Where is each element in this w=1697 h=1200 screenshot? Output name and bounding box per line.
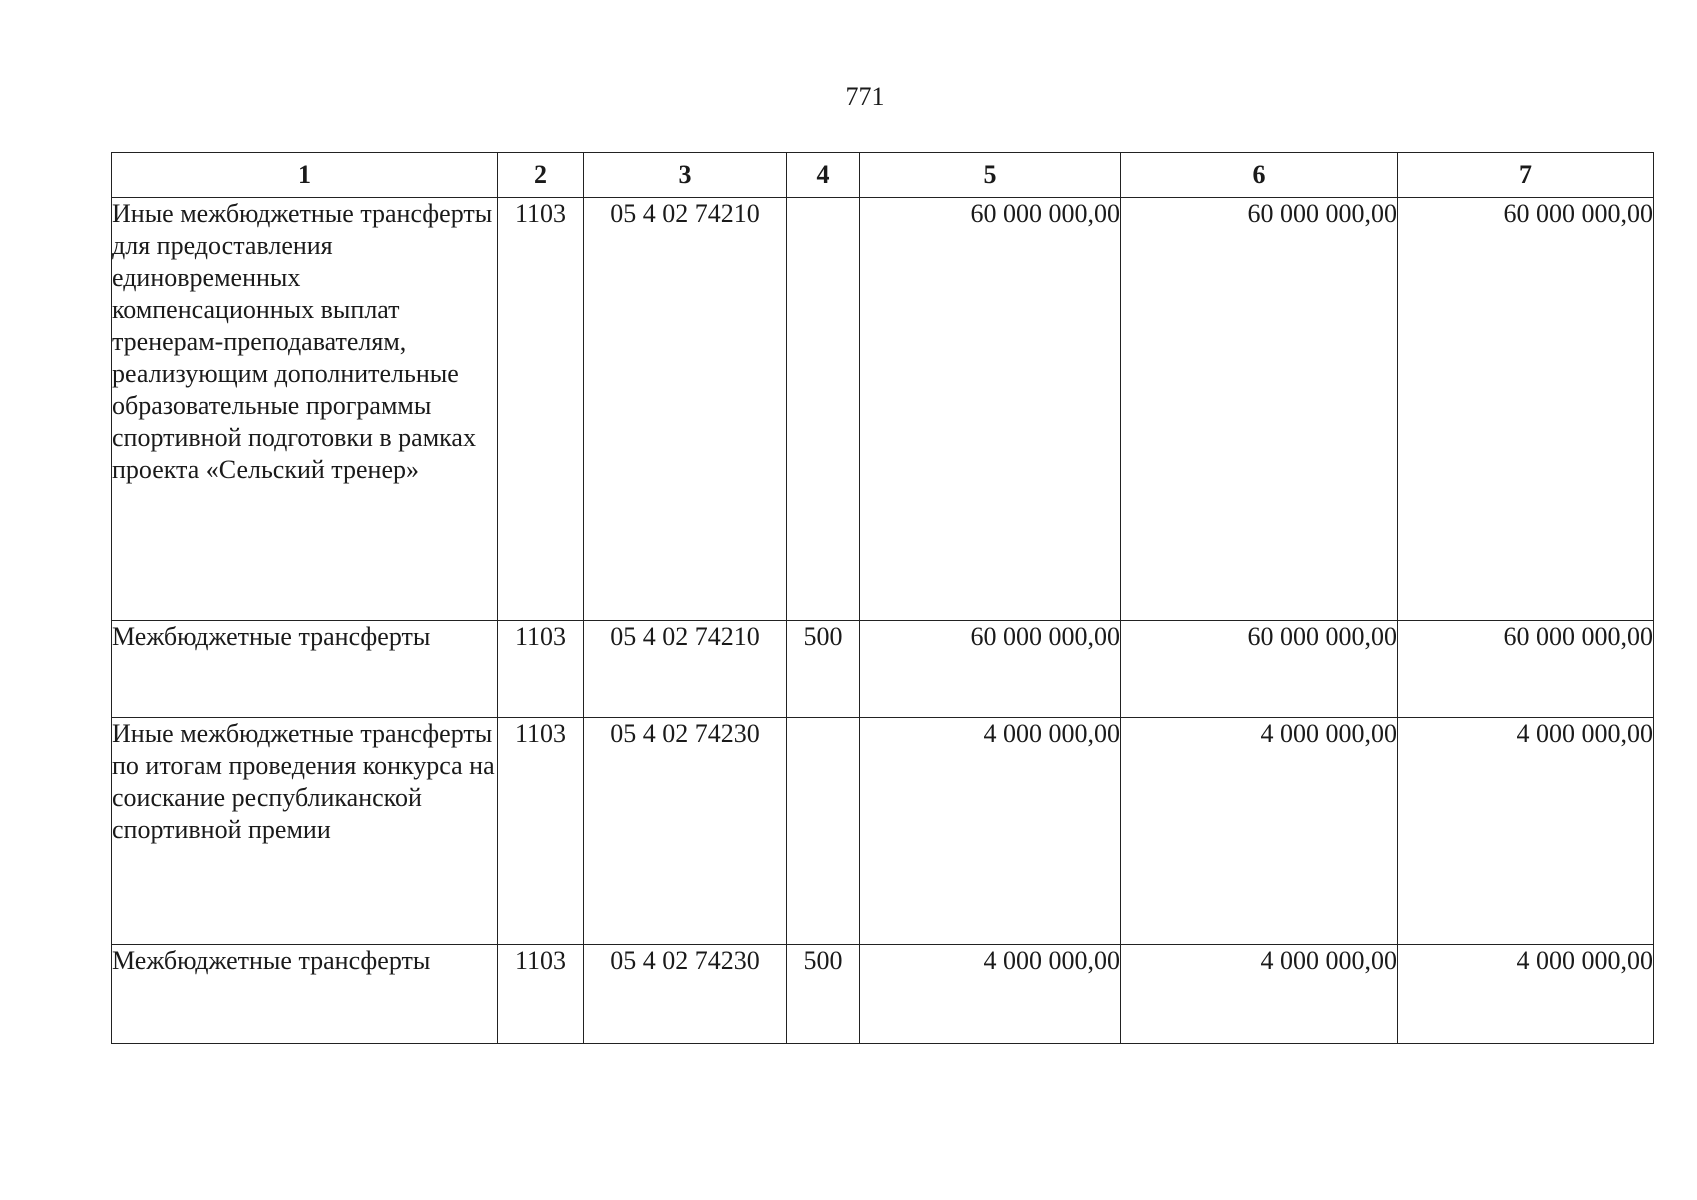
row-sum-3: 60 000 000,00: [1398, 621, 1654, 718]
row-name: Иные межбюджетные трансферты для предоставления единовременных компенсационных выплат тренерам-преподавателям, реализующим дополнительные образовательные программы спортивной подготовки в рамках проекта «Сельский тренер»: [112, 198, 498, 621]
header-col-6: 6: [1121, 153, 1398, 198]
table-row: [112, 718, 1654, 945]
row-sum-1: 60 000 000,00: [860, 198, 1121, 621]
table-header-row: [112, 153, 1654, 198]
row-sum-1: 4 000 000,00: [860, 945, 1121, 1044]
row-sum-3: 60 000 000,00: [1398, 198, 1654, 621]
row-name: Межбюджетные трансферты: [112, 945, 498, 1044]
row-target: 05 4 02 74230: [584, 718, 787, 945]
row-section: 1103: [498, 198, 584, 621]
row-sum-3: 4 000 000,00: [1398, 945, 1654, 1044]
row-target: 05 4 02 74230: [584, 945, 787, 1044]
row-section: 1103: [498, 621, 584, 718]
header-col-7: 7: [1398, 153, 1654, 198]
header-col-2: 2: [498, 153, 584, 198]
row-type: 500: [787, 945, 860, 1044]
row-sum-2: 4 000 000,00: [1121, 945, 1398, 1044]
row-sum-2: 60 000 000,00: [1121, 621, 1398, 718]
row-target: 05 4 02 74210: [584, 198, 787, 621]
row-name: Иные межбюджетные трансферты по итогам проведения конкурса на соискание республиканской спортивной премии: [112, 718, 498, 945]
header-col-4: 4: [787, 153, 860, 198]
row-name: Межбюджетные трансферты: [112, 621, 498, 718]
table-row: [112, 621, 1654, 718]
row-sum-2: 60 000 000,00: [1121, 198, 1398, 621]
table-row: [112, 198, 1654, 621]
row-section: 1103: [498, 945, 584, 1044]
row-type: 500: [787, 621, 860, 718]
budget-table: [111, 152, 1654, 1044]
row-target: 05 4 02 74210: [584, 621, 787, 718]
row-sum-2: 4 000 000,00: [1121, 718, 1398, 945]
header-col-3: 3: [584, 153, 787, 198]
row-section: 1103: [498, 718, 584, 945]
row-sum-3: 4 000 000,00: [1398, 718, 1654, 945]
row-type: [787, 198, 860, 621]
page-number: 771: [845, 82, 885, 111]
row-sum-1: 4 000 000,00: [860, 718, 1121, 945]
header-col-1: 1: [112, 153, 498, 198]
table-row: [112, 945, 1654, 1044]
header-col-5: 5: [860, 153, 1121, 198]
row-type: [787, 718, 860, 945]
row-sum-1: 60 000 000,00: [860, 621, 1121, 718]
